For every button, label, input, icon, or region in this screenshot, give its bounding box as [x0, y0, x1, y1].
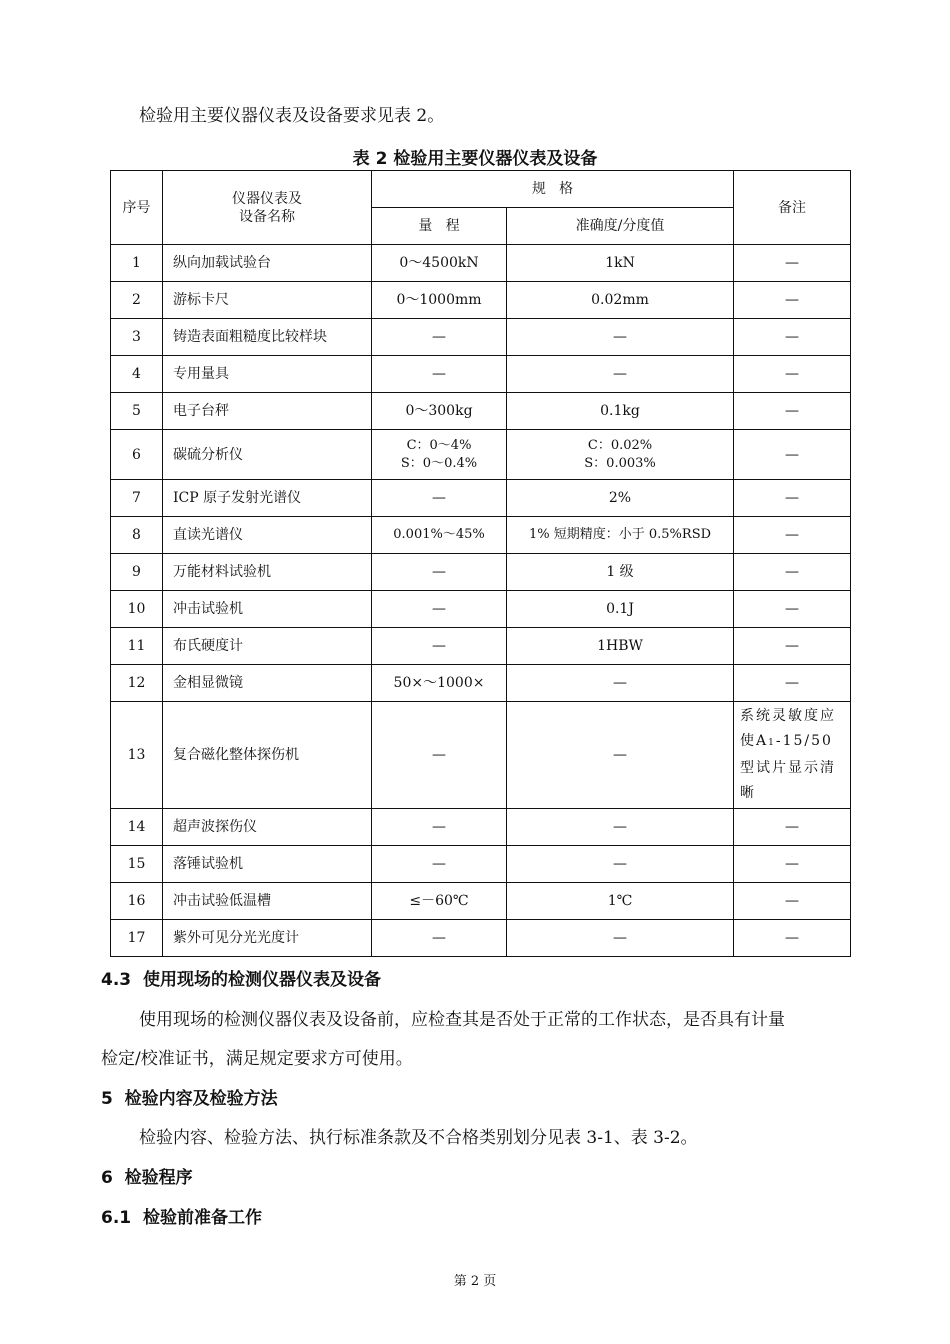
section-4-3-paragraph-line2: 检定/校准证书，满足规定要求方可使用。: [101, 1049, 413, 1069]
cell-remark: —: [734, 554, 851, 591]
cell-range: —: [372, 356, 507, 393]
table-row: [111, 809, 851, 846]
cell-remark: —: [734, 591, 851, 628]
header-name-line1: 仪器仪表及: [232, 190, 302, 207]
cell-accuracy: —: [507, 356, 734, 393]
cell-remark: —: [734, 245, 851, 282]
section-6-1-title: 6.1 检验前准备工作: [101, 1208, 262, 1228]
cell-remark: —: [734, 480, 851, 517]
cell-no: 17: [111, 920, 163, 957]
cell-accuracy: —: [507, 809, 734, 846]
cell-range: —: [372, 628, 507, 665]
cell-remark: —: [734, 393, 851, 430]
remark-text-pre: 系统灵敏度应使A: [740, 708, 837, 749]
cell-range: —: [372, 920, 507, 957]
cell-name: 冲击试验机: [163, 591, 372, 628]
table-header-row: [111, 171, 851, 208]
cell-accuracy-line1: C：0.02%: [587, 437, 653, 453]
cell-name: 游标卡尺: [163, 282, 372, 319]
table-row: [111, 480, 851, 517]
cell-no: 10: [111, 591, 163, 628]
table-row: [111, 554, 851, 591]
remark-text-post: -15/50型试片显示清晰: [740, 733, 837, 801]
table-row: [111, 282, 851, 319]
cell-accuracy: —: [507, 920, 734, 957]
cell-name: 冲击试验低温槽: [163, 883, 372, 920]
cell-name: 纵向加载试验台: [163, 245, 372, 282]
cell-name: 电子台秤: [163, 393, 372, 430]
cell-name: 直读光谱仪: [163, 517, 372, 554]
cell-name: ICP 原子发射光谱仪: [163, 480, 372, 517]
cell-accuracy: —: [507, 702, 734, 809]
cell-remark: —: [734, 883, 851, 920]
section-5-title: 5 检验内容及检验方法: [101, 1089, 278, 1109]
cell-range: —: [372, 319, 507, 356]
section-6-title: 6 检验程序: [101, 1168, 193, 1188]
cell-no: 14: [111, 809, 163, 846]
remark-subscript: 1: [768, 738, 776, 748]
cell-range: —: [372, 591, 507, 628]
section-4-3-title: 4.3 使用现场的检测仪器仪表及设备: [101, 970, 381, 990]
cell-name: 铸造表面粗糙度比较样块: [163, 319, 372, 356]
cell-no: 7: [111, 480, 163, 517]
section-5-paragraph: 检验内容、检验方法、执行标准条款及不合格类别划分见表 3-1、表 3-2。: [139, 1128, 698, 1148]
table-row: [111, 393, 851, 430]
cell-range: 0～4500kN: [372, 245, 507, 282]
table-row: [111, 702, 851, 809]
cell-no: 6: [111, 430, 163, 480]
table-row: [111, 245, 851, 282]
cell-no: 4: [111, 356, 163, 393]
section-4-3-paragraph-line1: 使用现场的检测仪器仪表及设备前，应检查其是否处于正常的工作状态，是否具有计量: [139, 1010, 785, 1030]
table-row: [111, 883, 851, 920]
cell-accuracy: 2%: [507, 480, 734, 517]
cell-no: 13: [111, 702, 163, 809]
header-spec: 规 格: [372, 171, 734, 208]
table-row: [111, 356, 851, 393]
cell-range: —: [372, 702, 507, 809]
cell-range: 50×～1000×: [372, 665, 507, 702]
cell-name: 复合磁化整体探伤机: [163, 702, 372, 809]
cell-remark: —: [734, 430, 851, 480]
cell-range-line1: C：0～4%: [406, 437, 472, 453]
table-caption: 表 2 检验用主要仪器仪表及设备: [352, 149, 598, 169]
cell-accuracy: [507, 430, 734, 480]
cell-remark: —: [734, 356, 851, 393]
header-range: 量 程: [372, 208, 507, 245]
cell-no: 2: [111, 282, 163, 319]
cell-range: 0～1000mm: [372, 282, 507, 319]
cell-range: 0～300kg: [372, 393, 507, 430]
instruments-table: [110, 170, 851, 957]
cell-name: 金相显微镜: [163, 665, 372, 702]
cell-range: —: [372, 846, 507, 883]
cell-no: 3: [111, 319, 163, 356]
cell-remark: —: [734, 282, 851, 319]
cell-remark: —: [734, 920, 851, 957]
cell-no: 8: [111, 517, 163, 554]
cell-name: 布氏硬度计: [163, 628, 372, 665]
cell-name: 超声波探伤仪: [163, 809, 372, 846]
cell-range-line2: S：0～0.4%: [400, 455, 478, 471]
intro-paragraph: 检验用主要仪器仪表及设备要求见表 2。: [139, 106, 445, 126]
cell-no: 11: [111, 628, 163, 665]
cell-no: 16: [111, 883, 163, 920]
cell-remark: —: [734, 846, 851, 883]
cell-no: 1: [111, 245, 163, 282]
cell-range: [372, 430, 507, 480]
cell-remark: —: [734, 665, 851, 702]
cell-no: 5: [111, 393, 163, 430]
header-remark: 备注: [734, 171, 851, 245]
cell-name: 碳硫分析仪: [163, 430, 372, 480]
page-number: 第 2 页: [453, 1274, 497, 1289]
cell-accuracy: 0.1J: [507, 591, 734, 628]
cell-accuracy: 1℃: [507, 883, 734, 920]
cell-remark: —: [734, 809, 851, 846]
cell-no: 12: [111, 665, 163, 702]
cell-name: 专用量具: [163, 356, 372, 393]
table-row: [111, 665, 851, 702]
table-row: [111, 430, 851, 480]
cell-range: —: [372, 480, 507, 517]
cell-accuracy: —: [507, 846, 734, 883]
cell-accuracy: 1 级: [507, 554, 734, 591]
cell-name: 落锤试验机: [163, 846, 372, 883]
header-seq: 序号: [111, 171, 163, 245]
cell-remark: —: [734, 319, 851, 356]
cell-remark: —: [734, 517, 851, 554]
cell-accuracy: —: [507, 319, 734, 356]
table-row: [111, 846, 851, 883]
header-accuracy: 准确度/分度值: [507, 208, 734, 245]
cell-remark: —: [734, 628, 851, 665]
cell-remark: [734, 702, 851, 809]
cell-range: ≤－60℃: [372, 883, 507, 920]
cell-name: 紫外可见分光光度计: [163, 920, 372, 957]
cell-accuracy-line2: S：0.003%: [584, 455, 656, 471]
cell-range: 0.001%～45%: [372, 517, 507, 554]
table-row: [111, 920, 851, 957]
cell-no: 9: [111, 554, 163, 591]
cell-name: 万能材料试验机: [163, 554, 372, 591]
table-row: [111, 628, 851, 665]
table-row: [111, 517, 851, 554]
header-name-line2: 设备名称: [239, 208, 295, 225]
table-row: [111, 591, 851, 628]
cell-accuracy: 1HBW: [507, 628, 734, 665]
cell-accuracy: 1% 短期精度：小于 0.5%RSD: [507, 517, 734, 554]
cell-range: —: [372, 809, 507, 846]
table-row: [111, 319, 851, 356]
cell-accuracy: 0.02mm: [507, 282, 734, 319]
cell-accuracy: 1kN: [507, 245, 734, 282]
cell-accuracy: 0.1kg: [507, 393, 734, 430]
cell-accuracy: —: [507, 665, 734, 702]
cell-range: —: [372, 554, 507, 591]
header-name: [163, 171, 372, 245]
cell-no: 15: [111, 846, 163, 883]
